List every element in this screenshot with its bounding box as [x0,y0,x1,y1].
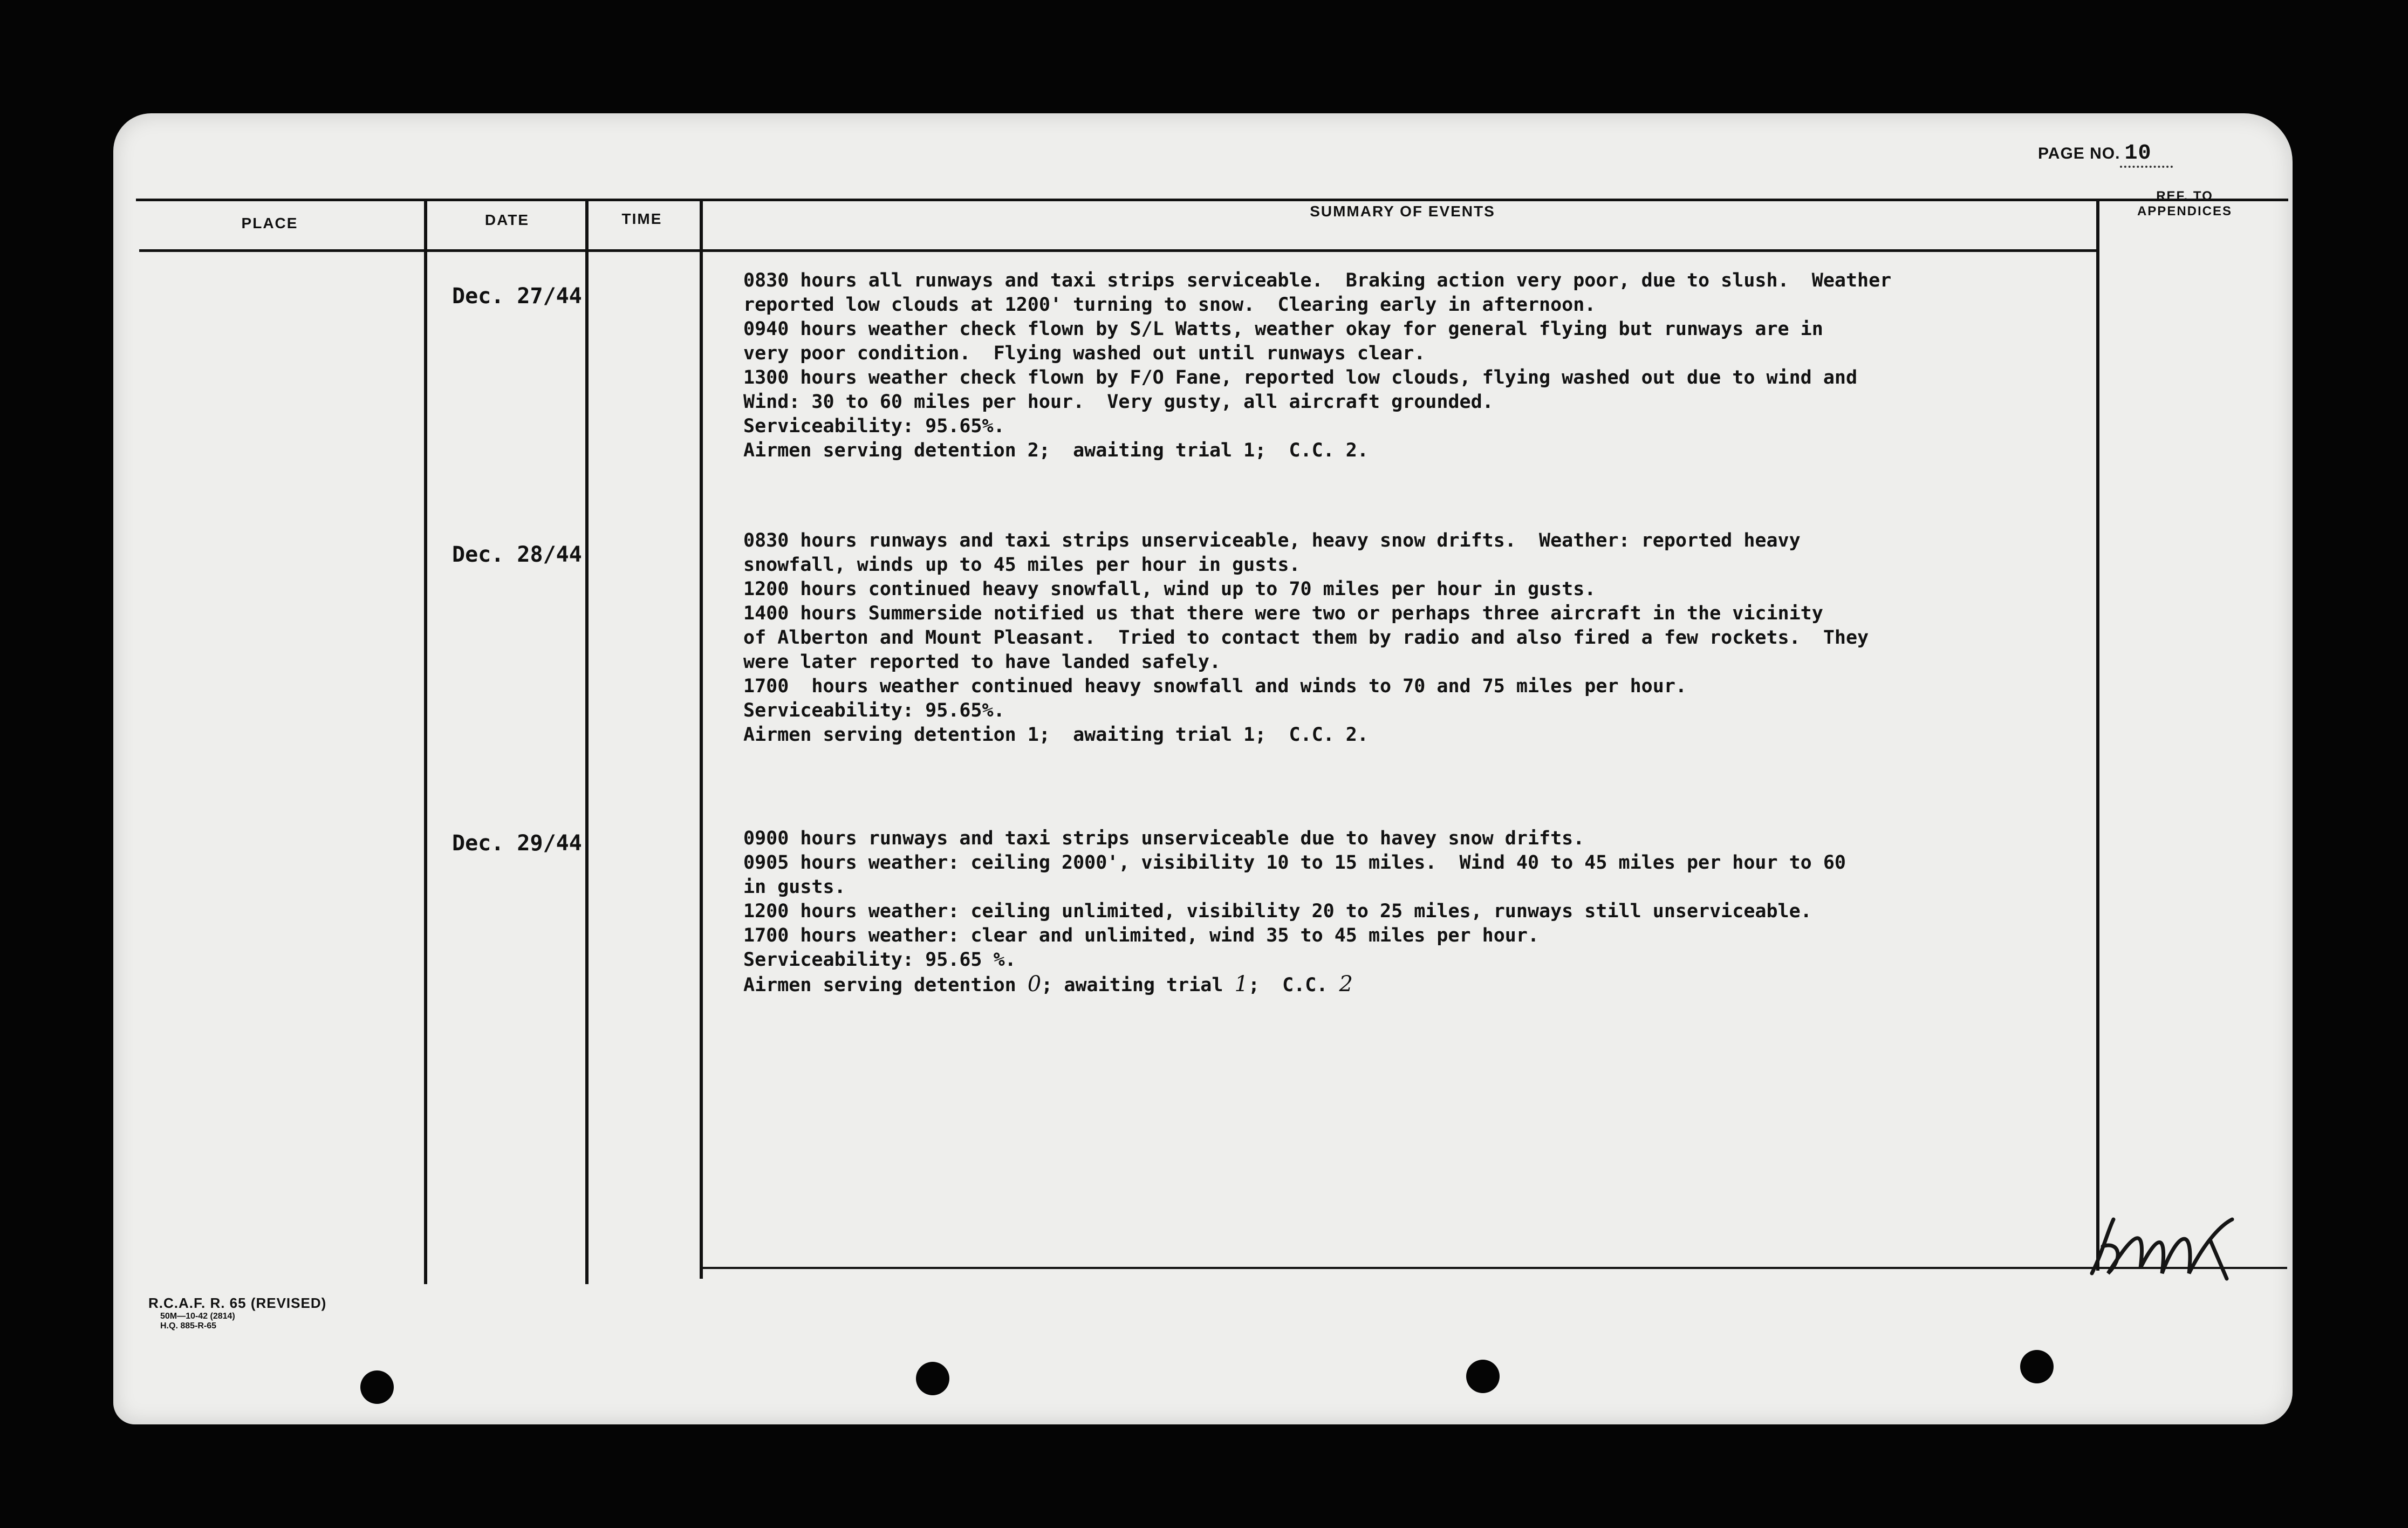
entry-summary [743,269,2092,463]
summary-line: Airmen serving detention 1; awaiting trial 1; C.C. 2. [743,724,1369,746]
airmen-line [743,972,2092,998]
airmen-middle: ; awaiting trial [1041,974,1235,996]
summary-line: Serviceability: 95.65 %. [743,949,1016,971]
header-ref-appendices [2104,189,2266,219]
handwritten-initials-icon [2087,1209,2243,1284]
table-bottom-rule [701,1267,2287,1269]
col-rule-date-time [585,200,589,1284]
entry-summary [743,529,2092,747]
summary-line: 0830 hours runways and taxi strips unserviceable, heavy snow drifts. Weather: reported heavy [743,530,1801,551]
form-id-line3: H.Q. 885-R-65 [160,1321,217,1331]
form-id-line1: R.C.A.F. R. 65 (REVISED) [148,1295,327,1311]
summary-line: 0900 hours runways and taxi strips unserviceable due to havey snow drifts. [743,828,1585,849]
entry-date: Dec. 27/44 [452,284,582,309]
summary-line: Airmen serving detention 2; awaiting trial 1; C.C. 2. [743,440,1369,461]
page-number [2038,141,2173,166]
punch-hole-icon [360,1370,394,1404]
entry-summary [743,827,2092,998]
punch-hole-icon [2020,1350,2054,1383]
summary-line: Serviceability: 95.65%. [743,415,1005,437]
summary-line: snowfall, winds up to 45 miles per hour in gusts. [743,554,1301,576]
punch-hole-icon [1466,1360,1500,1393]
trial-count: 1 [1234,972,1248,997]
cc-label: ; C.C. [1248,974,1339,996]
summary-line: reported low clouds at 1200' turning to snow. Clearing early in afternoon. [743,294,1596,316]
summary-line: 0830 hours all runways and taxi strips serviceable. Braking action very poor, due to slush. Weather [743,270,1892,291]
header-date: DATE [484,212,530,228]
summary-line: 1300 hours weather check flown by F/O Fane, reported low clouds, flying washed out due to wind and [743,367,1858,388]
entry-date: Dec. 28/44 [452,542,582,567]
summary-line: Wind: 30 to 60 miles per hour. Very gusty, all aircraft grounded. [743,391,1494,413]
summary-line: of Alberton and Mount Pleasant. Tried to contact them by radio and also fired a few rockets. They [743,627,1869,649]
summary-line: were later reported to have landed safely. [743,651,1221,673]
col-rule-summary-ref [2096,200,2099,1271]
entry-date: Dec. 29/44 [452,831,582,856]
col-rule-place-date [424,200,427,1284]
header-summary: SUMMARY OF EVENTS [1310,203,1495,220]
summary-line: very poor condition. Flying washed out until runways clear. [743,343,1426,364]
header-ref-line1: REF. TO [2156,189,2213,203]
summary-line: Serviceability: 95.65%. [743,700,1005,721]
summary-line: 1700 hours weather: clear and unlimited, wind 35 to 45 miles per hour. [743,925,1540,946]
summary-line: 1400 hours Summerside notified us that there were two or perhaps three aircraft in the vicinity [743,603,1823,624]
header-ref-line2: APPENDICES [2137,204,2233,219]
page-number-label: PAGE NO. [2038,145,2120,162]
cc-count: 2 [1339,972,1353,997]
summary-line: 0905 hours weather: ceiling 2000', visibility 10 to 15 miles. Wind 40 to 45 miles per hour to 60 [743,852,1846,874]
summary-line: 1700 hours weather continued heavy snowfall and winds to 70 and 75 miles per hour. [743,676,1687,697]
summary-line: 1200 hours weather: ceiling unlimited, visibility 20 to 25 miles, runways still unserviceable. [743,901,1812,922]
detention-count: 0 [1027,972,1042,997]
form-identifier [148,1295,326,1331]
summary-line: 1200 hours continued heavy snowfall, wind up to 70 miles per hour in gusts. [743,578,1596,600]
header-bottom-rule [139,249,2097,252]
header-place: PLACE [241,215,298,231]
airmen-prefix: Airmen serving detention [743,974,1028,996]
header-time: TIME [621,210,662,227]
summary-line: 0940 hours weather check flown by S/L Watts, weather okay for general flying but runways are in [743,318,1823,340]
col-rule-time-summary [700,200,703,1279]
page-number-value: 10 [2120,141,2173,168]
punch-hole-icon [916,1362,949,1395]
summary-line: in gusts. [743,876,846,898]
form-id-line2: 50M—10-42 (2814) [160,1312,235,1321]
header-top-rule [136,199,2288,201]
